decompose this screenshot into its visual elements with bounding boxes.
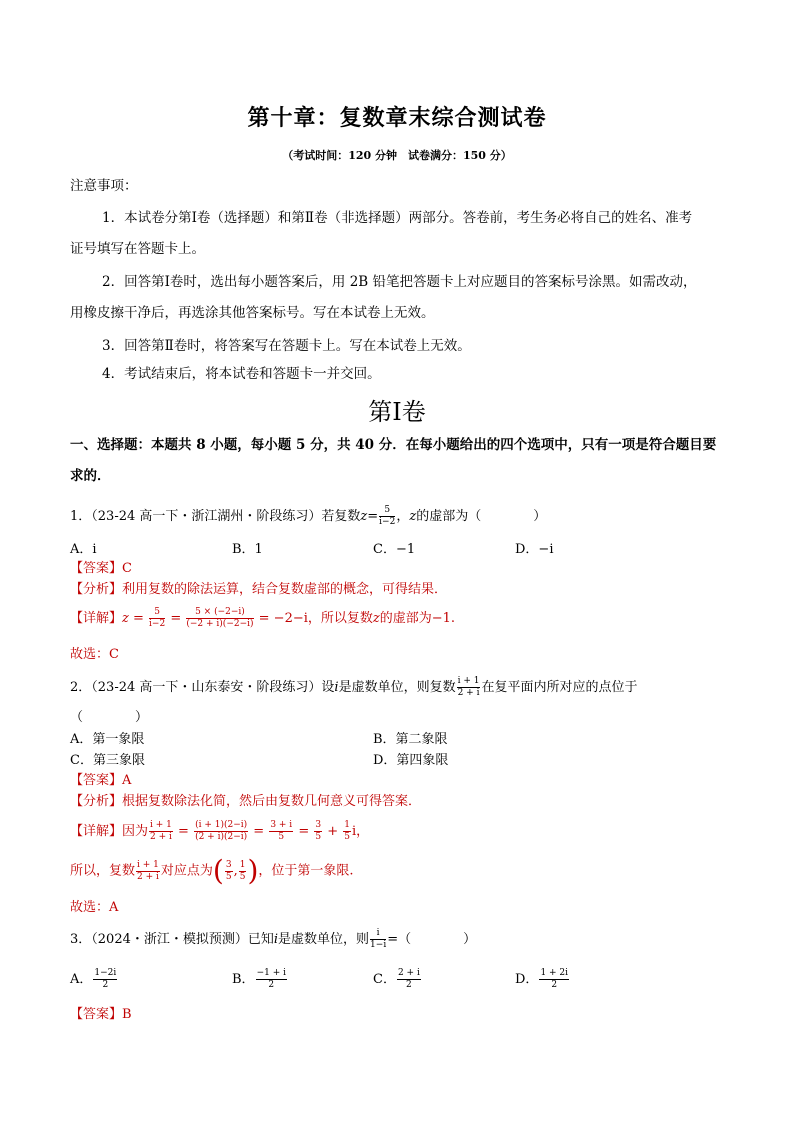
q2-blank: （ ） bbox=[70, 710, 149, 725]
note-4: 4．考试结束后，将本试卷和答题卡一并交回。 bbox=[102, 366, 381, 382]
q2-analysis: 【分析】根据复数除法化简，然后由复数几何意义可得答案． bbox=[70, 794, 422, 809]
note-3: 3．回答第Ⅱ卷时，将答案写在答题卡上。写在本试卷上无效。 bbox=[102, 338, 471, 354]
q3-option-a: A． $\frac{1-2i}{2}$ bbox=[70, 968, 117, 990]
note-1-line-1: 1．本试卷分第Ⅰ卷（选择题）和第Ⅱ卷（非选择题）两部分。答卷前，考生务必将自己的姓名、准考 bbox=[102, 210, 693, 226]
q2-answer: 【答案】A bbox=[70, 773, 132, 788]
q3-option-c: C． $\frac{2 + i}{2}$ bbox=[373, 968, 420, 990]
q1-option-a: A．i bbox=[70, 542, 97, 557]
q1-analysis: 【分析】利用复数的除法运算，结合复数虚部的概念，可得结果． bbox=[70, 582, 448, 597]
question-1-stem: 1．（23-24 高一下・浙江湖州・阶段练习）若复数z= $\frac{5}{i-2}$ ，z的虚部为（ ） bbox=[70, 505, 547, 527]
section-title: 第Ⅰ卷 bbox=[368, 398, 426, 426]
q2-conclusion: 故选：A bbox=[70, 900, 119, 915]
notes-heading: 注意事项： bbox=[70, 178, 138, 194]
q1-option-c: C．−1 bbox=[373, 542, 416, 557]
q2-option-b: B．第二象限 bbox=[373, 732, 448, 747]
q2-detail-conclusion: 所以，复数 $\frac{i + 1}{2 + i}$ 对应点为( $\frac{3}{5}$ , $\frac{1}{5}$ )，位于第一象限. bbox=[70, 854, 354, 887]
q3-answer: 【答案】B bbox=[70, 1007, 132, 1022]
q1-conclusion: 故选：C bbox=[70, 647, 119, 662]
q2-option-c: C．第三象限 bbox=[70, 753, 145, 768]
q1-answer: 【答案】C bbox=[70, 561, 132, 576]
q3-option-d: D． $\frac{1 + 2i}{2}$ bbox=[515, 968, 569, 990]
note-2-line-2: 用橡皮擦干净后，再选涂其他答案标号。写在本试卷上无效。 bbox=[70, 305, 435, 321]
q1-option-b: B．1 bbox=[232, 542, 263, 557]
fraction: $\frac{5}{i-2}$ bbox=[379, 505, 396, 527]
note-1-line-2: 证号填写在答题卡上。 bbox=[70, 241, 205, 257]
q2-option-a: A．第一象限 bbox=[70, 732, 145, 747]
q2-detail: 【详解】因为 $\frac{i + 1}{2 + i}$ = $\frac{(i + 1)(2-i)}{(2 + i)(2-i)}$ = $\frac{3 + i}{5}$ = $\frac{3}{5}$ + $\frac{1}{5}$ i， bbox=[70, 820, 370, 842]
q1-option-d: D．−i bbox=[515, 542, 554, 557]
part-1-instruction-line-2: 求的． bbox=[70, 468, 111, 484]
q2-option-d: D．第四象限 bbox=[373, 753, 449, 768]
question-2-stem: 2．（23-24 高一下・山东泰安・阶段练习）设i是虚数单位，则复数 $\frac{i + 1}{2 + i}$ 在复平面内所对应的点位于 bbox=[70, 676, 638, 698]
page-title: 第十章：复数章末综合测试卷 bbox=[247, 106, 547, 131]
q3-option-b: B． $\frac{-1 + i}{2}$ bbox=[232, 968, 286, 990]
note-2-line-1: 2．回答第Ⅰ卷时，选出每小题答案后，用 2B 铅笔把答题卡上对应题目的答案标号涂黑。如需改动， bbox=[102, 274, 697, 290]
exam-info: （考试时间：120 分钟 试卷满分：150 分） bbox=[282, 149, 512, 162]
question-3-stem: 3．（2024・浙江・模拟预测）已知i是虚数单位，则 $\frac{i}{1-i}$ =（ ） bbox=[70, 928, 477, 950]
q1-detail: 【详解】z = $\frac{5}{i-2}$ = $\frac{5 \times (-2-i)}{(-2 + i)(-2-i)}$ = −2−i，所以复数z的虚部为−1. bbox=[70, 607, 456, 629]
part-1-instruction-line-1: 一、选择题：本题共 8 小题，每小题 5 分，共 40 分．在每小题给出的四个选项中，只有一项是符合题目要 bbox=[70, 437, 717, 453]
